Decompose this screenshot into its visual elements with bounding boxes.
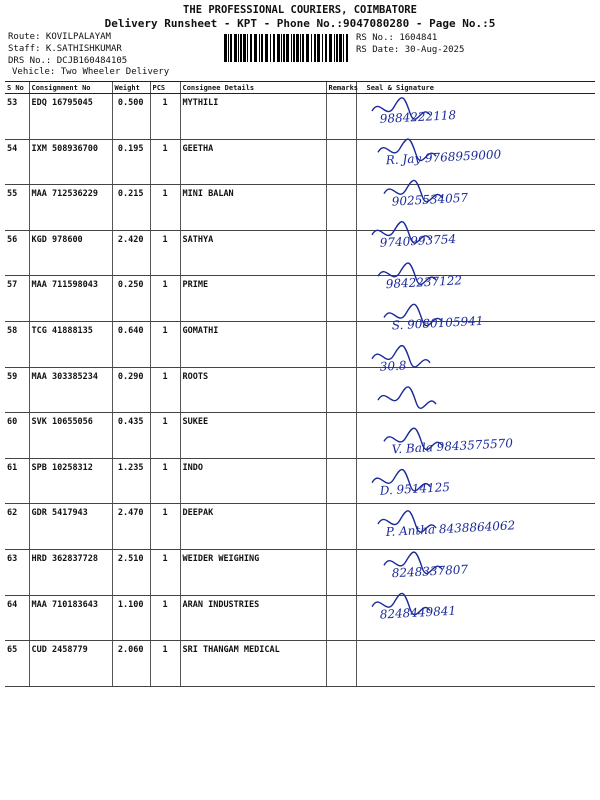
cell-pcs: 1 <box>150 549 180 595</box>
cell-consignment: KGD 978600 <box>29 230 112 276</box>
cell-consignment: SVK 10655056 <box>29 413 112 459</box>
table-row <box>5 230 595 276</box>
cell-sno: 57 <box>5 276 29 322</box>
cell-consignment: CUD 2458779 <box>29 641 112 687</box>
cell-consignment: MAA 712536229 <box>29 185 112 231</box>
cell-weight: 0.215 <box>112 185 150 231</box>
cell-weight: 0.195 <box>112 139 150 185</box>
cell-consignment: EDQ 16795045 <box>29 94 112 140</box>
cell-consignee: MINI BALAN <box>180 185 326 231</box>
cell-remarks <box>326 321 356 367</box>
cell-consignee: SRI THANGAM MEDICAL <box>180 641 326 687</box>
signature-text: P. Antha 8438864062 <box>385 518 516 539</box>
signature-text: 8248449841 <box>379 603 457 622</box>
cell-seal <box>356 185 595 231</box>
col-seal-signature: Seal & Signature <box>356 82 595 94</box>
cell-remarks <box>326 595 356 641</box>
cell-pcs: 1 <box>150 94 180 140</box>
cell-seal <box>356 139 595 185</box>
signature-text: 9025534057 <box>391 190 469 209</box>
cell-seal <box>356 595 595 641</box>
signature-text: D. 9514125 <box>379 480 451 498</box>
cell-weight: 2.060 <box>112 641 150 687</box>
cell-seal <box>356 276 595 322</box>
cell-remarks <box>326 139 356 185</box>
cell-pcs: 1 <box>150 230 180 276</box>
cell-consignment: MAA 303385234 <box>29 367 112 413</box>
table-row <box>5 321 595 367</box>
cell-seal <box>356 367 595 413</box>
cell-consignment: HRD 362837728 <box>29 549 112 595</box>
cell-seal <box>356 549 595 595</box>
cell-consignee: SATHYA <box>180 230 326 276</box>
cell-consignment: TCG 41888135 <box>29 321 112 367</box>
cell-consignee: DEEPAK <box>180 504 326 550</box>
cell-consignee: PRIME <box>180 276 326 322</box>
cell-weight: 2.420 <box>112 230 150 276</box>
cell-sno: 60 <box>5 413 29 459</box>
cell-consignment: MAA 711598043 <box>29 276 112 322</box>
drs-number: DRS No.: DCJB160484105 <box>8 56 128 66</box>
cell-seal <box>356 641 595 687</box>
route-label: Route: KOVILPALAYAM <box>8 32 111 42</box>
table-header-row <box>5 82 595 94</box>
cell-remarks <box>326 276 356 322</box>
table-row <box>5 94 595 140</box>
cell-remarks <box>326 458 356 504</box>
cell-consignment: MAA 710183643 <box>29 595 112 641</box>
cell-pcs: 1 <box>150 276 180 322</box>
cell-pcs: 1 <box>150 641 180 687</box>
cell-weight: 0.500 <box>112 94 150 140</box>
table-row <box>5 549 595 595</box>
cell-weight: 1.235 <box>112 458 150 504</box>
col-pcs: PCS <box>150 82 180 94</box>
signature-text: V. Bala 9843575570 <box>391 436 514 457</box>
cell-weight: 0.640 <box>112 321 150 367</box>
cell-seal <box>356 458 595 504</box>
cell-sno: 56 <box>5 230 29 276</box>
company-title: THE PROFESSIONAL COURIERS, COIMBATORE <box>183 4 417 16</box>
cell-consignee: ROOTS <box>180 367 326 413</box>
cell-consignee: ARAN INDUSTRIES <box>180 595 326 641</box>
cell-weight: 1.100 <box>112 595 150 641</box>
cell-sno: 62 <box>5 504 29 550</box>
cell-remarks <box>326 94 356 140</box>
col-weight: Weight <box>112 82 150 94</box>
cell-pcs: 1 <box>150 321 180 367</box>
cell-consignment: GDR 5417943 <box>29 504 112 550</box>
staff-label: Staff: K.SATHISHKUMAR <box>8 44 122 54</box>
cell-remarks <box>326 549 356 595</box>
table-row <box>5 458 595 504</box>
cell-seal <box>356 94 595 140</box>
cell-remarks <box>326 367 356 413</box>
cell-remarks <box>326 230 356 276</box>
cell-seal <box>356 321 595 367</box>
cell-consignee: WEIDER WEIGHING <box>180 549 326 595</box>
cell-sno: 53 <box>5 94 29 140</box>
cell-consignee: GEETHA <box>180 139 326 185</box>
cell-consignment: SPB 10258312 <box>29 458 112 504</box>
cell-pcs: 1 <box>150 458 180 504</box>
cell-seal <box>356 504 595 550</box>
runsheet-subtitle: Delivery Runsheet - KPT - Phone No.:9047080280 - Page No.:5 <box>104 17 496 30</box>
table-row <box>5 276 595 322</box>
signature-text: 9740993754 <box>379 231 457 250</box>
cell-consignee: INDO <box>180 458 326 504</box>
table-row <box>5 139 595 185</box>
cell-sno: 63 <box>5 549 29 595</box>
table-row <box>5 367 595 413</box>
cell-sno: 61 <box>5 458 29 504</box>
cell-remarks <box>326 504 356 550</box>
col-consignee: Consignee Details <box>180 82 326 94</box>
cell-weight: 2.470 <box>112 504 150 550</box>
cell-consignment: IXM 508936700 <box>29 139 112 185</box>
cell-remarks <box>326 641 356 687</box>
cell-sno: 54 <box>5 139 29 185</box>
table-row <box>5 595 595 641</box>
cell-sno: 55 <box>5 185 29 231</box>
table-row <box>5 641 595 687</box>
table-row <box>5 504 595 550</box>
cell-sno: 59 <box>5 367 29 413</box>
signature-text: R. Jay 9768959000 <box>385 147 502 168</box>
table-row <box>5 413 595 459</box>
col-sno: S No <box>5 82 29 94</box>
vehicle-label: Vehicle: Two Wheeler Delivery <box>12 67 170 77</box>
cell-sno: 64 <box>5 595 29 641</box>
cell-weight: 0.250 <box>112 276 150 322</box>
cell-sno: 58 <box>5 321 29 367</box>
cell-remarks <box>326 413 356 459</box>
signature-text: S. 9080105941 <box>391 313 484 333</box>
cell-consignee: MYTHILI <box>180 94 326 140</box>
cell-consignee: SUKEE <box>180 413 326 459</box>
cell-pcs: 1 <box>150 185 180 231</box>
cell-pcs: 1 <box>150 504 180 550</box>
signature-text: 9884222118 <box>379 108 457 126</box>
rs-date: RS Date: 30-Aug-2025 <box>356 45 465 55</box>
cell-sno: 65 <box>5 641 29 687</box>
cell-pcs: 1 <box>150 139 180 185</box>
cell-weight: 0.290 <box>112 367 150 413</box>
cell-pcs: 1 <box>150 595 180 641</box>
cell-remarks <box>326 185 356 231</box>
col-consignment: Consignment No <box>29 82 112 94</box>
signature-text: 9842237122 <box>385 273 463 292</box>
cell-seal <box>356 413 595 459</box>
table-row <box>5 185 595 231</box>
signature-text: 8248337807 <box>391 562 469 581</box>
cell-weight: 2.510 <box>112 549 150 595</box>
rs-number: RS No.: 1604841 <box>356 33 438 43</box>
col-remarks: Remarks <box>326 82 356 94</box>
cell-weight: 0.435 <box>112 413 150 459</box>
cell-consignee: GOMATHI <box>180 321 326 367</box>
runsheet-table <box>5 81 595 687</box>
barcode-icon <box>224 34 350 62</box>
cell-pcs: 1 <box>150 413 180 459</box>
signature-text: 30.8 <box>379 358 407 374</box>
cell-seal <box>356 230 595 276</box>
cell-pcs: 1 <box>150 367 180 413</box>
